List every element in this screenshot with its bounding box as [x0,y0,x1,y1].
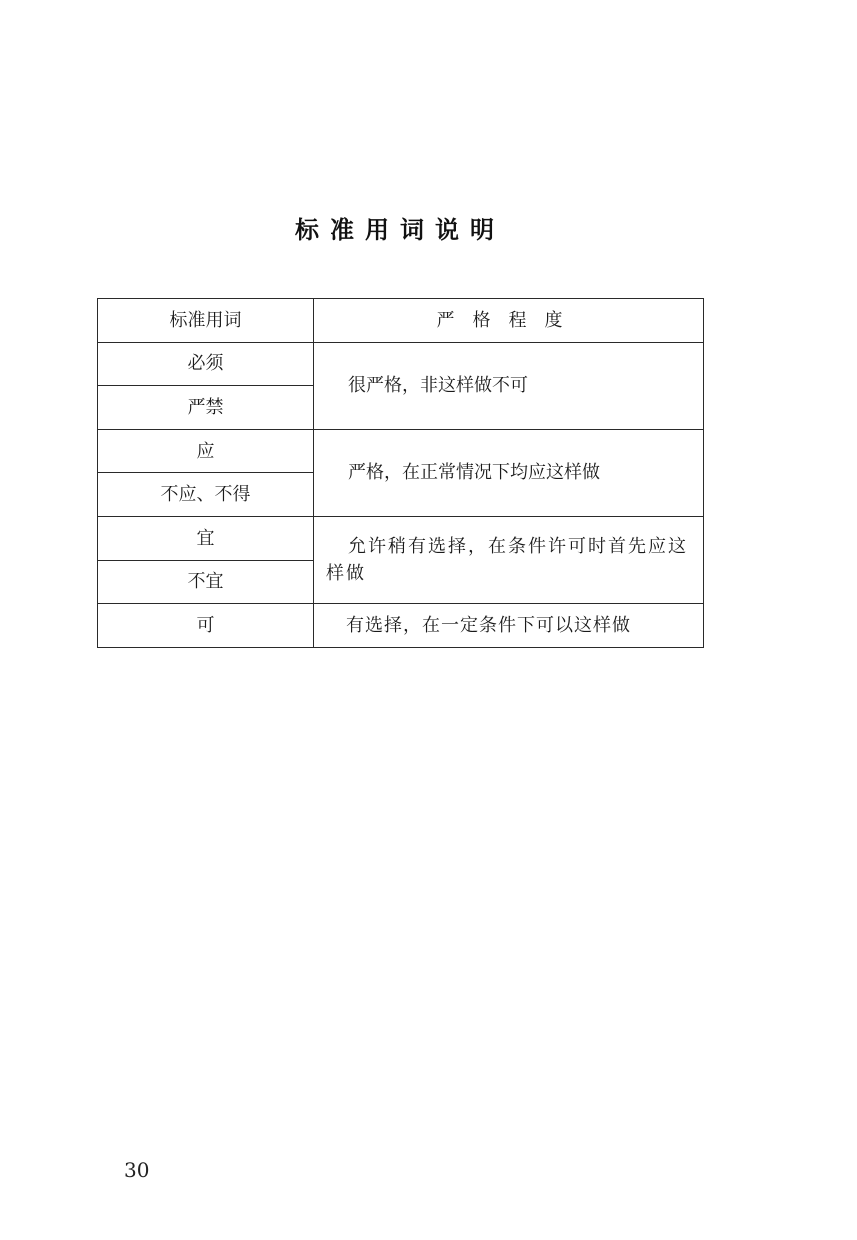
term-cell: 可 [98,604,314,648]
header-term-cell: 标准用词 [98,299,314,343]
term-cell: 应 [98,429,314,473]
term-cell: 宜 [98,516,314,560]
degree-cell: 严格，在正常情况下均应这样做 [314,429,704,516]
page-title: 标准用词说明 [295,216,505,244]
table-row [98,342,704,386]
page-number: 30 [124,1158,150,1182]
term-cell: 严禁 [98,386,314,430]
degree-cell: 允许稍有选择，在条件许可时首先应这样做 [314,516,704,603]
term-cell: 必须 [98,342,314,386]
degree-cell: 很严格，非这样做不可 [314,342,704,429]
table-row [98,429,704,473]
table-header-row [98,299,704,343]
term-cell: 不宜 [98,560,314,604]
header-degree-cell: 严格程度 [314,299,704,343]
degree-cell: 有选择，在一定条件下可以这样做 [314,604,704,648]
standard-terms-table [97,298,704,648]
table-row [98,516,704,560]
table-row [98,604,704,648]
term-cell: 不应、不得 [98,473,314,517]
